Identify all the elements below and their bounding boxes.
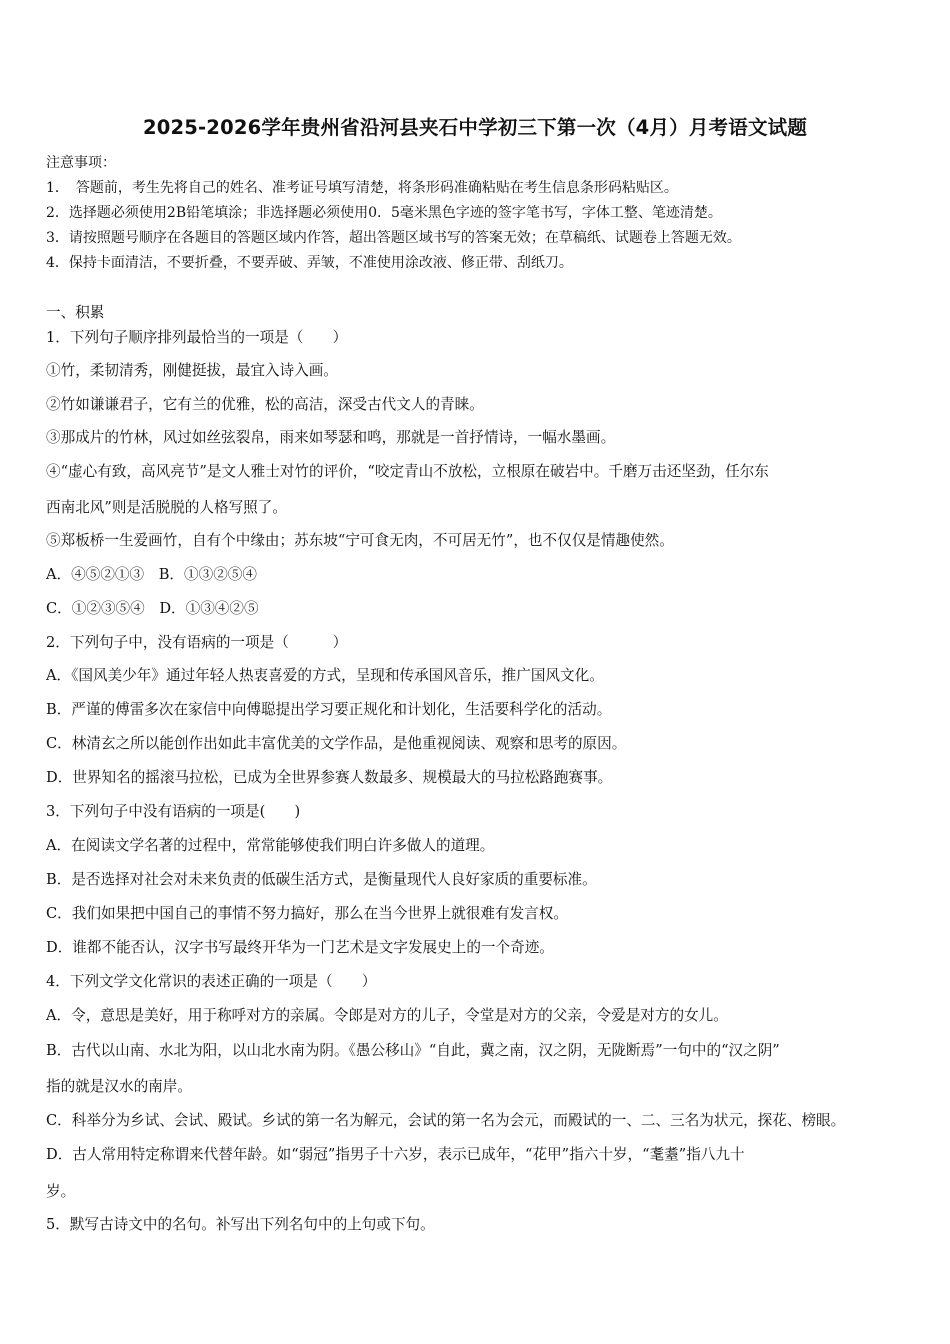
q1-options-cd: C．①②③⑤④ D．①③④②⑤ bbox=[46, 600, 259, 617]
q4-stem: 4．下列文学文化常识的表述正确的一项是（ ） bbox=[46, 973, 377, 990]
q1-stem: 1．下列句子顺序排列最恰当的一项是（ ） bbox=[46, 329, 348, 346]
q1-options-ab: A．④⑤②①③ B．①③②⑤④ bbox=[46, 566, 257, 583]
q4-option-c: C．科举分为乡试、会试、殿试。乡试的第一名为解元，会试的第一名为会元，而殿试的一、二、三名为状元，探花、榜眼。 bbox=[46, 1112, 846, 1129]
q4-option-d-line1: D．古人常用特定称谓来代替年龄。如“弱冠”指男子十六岁，表示已成年，“花甲”指六十岁，“耄耋”指八九十 bbox=[46, 1146, 745, 1163]
q2-stem: 2．下列句子中，没有语病的一项是（ ） bbox=[46, 634, 348, 651]
notice-item-4: 4．保持卡面清洁，不要折叠，不要弄破、弄皱，不准使用涂改液、修正带、刮纸刀。 bbox=[46, 255, 573, 271]
q1-sentence-4b: 西南北风”则是活脱脱的人格写照了。 bbox=[46, 499, 287, 516]
q4-option-a: A．令，意思是美好，用于称呼对方的亲属。令郎是对方的儿子，令堂是对方的父亲，令爱是对方的女儿。 bbox=[46, 1007, 728, 1024]
q2-option-b: B．严谨的傅雷多次在家信中向傅聪提出学习要正规化和计划化，生活要科学化的活动。 bbox=[46, 701, 612, 718]
q3-option-a: A．在阅读文学名著的过程中，常常能够使我们明白许多做人的道理。 bbox=[46, 837, 495, 854]
notice-item-1: 1． 答题前，考生先将自己的姓名、准考证号填写清楚，将条形码准确粘贴在考生信息条形码粘贴区。 bbox=[46, 180, 678, 196]
q1-sentence-1: ①竹，柔韧清秀，刚健挺拔，最宜入诗入画。 bbox=[46, 362, 338, 379]
q2-option-c: C．林清玄之所以能创作出如此丰富优美的文学作品，是他重视阅读、观察和思考的原因。 bbox=[46, 735, 627, 752]
q3-option-b: B．是否选择对社会对未来负责的低碳生活方式，是衡量现代人良好家质的重要标准。 bbox=[46, 871, 597, 888]
notice-heading: 注意事项： bbox=[46, 155, 116, 171]
q3-stem: 3．下列句子中没有语病的一项是( ) bbox=[46, 803, 301, 820]
q4-option-d-line2: 岁。 bbox=[46, 1183, 76, 1200]
q3-option-c: C．我们如果把中国自己的事情不努力搞好，那么在当今世界上就很难有发言权。 bbox=[46, 905, 568, 922]
q3-option-d: D．谁都不能否认，汉字书写最终开华为一门艺术是文字发展史上的一个奇迹。 bbox=[46, 939, 554, 956]
q2-option-a: A．《国风美少年》通过年轻人热衷喜爱的方式，呈现和传承国风音乐，推广国风文化。 bbox=[46, 667, 604, 684]
q1-sentence-5: ⑤郑板桥一生爱画竹，自有个中缘由；苏东坡“宁可食无肉，不可居无竹”，也不仅仅是情趣使然。 bbox=[46, 532, 674, 549]
q1-sentence-2: ②竹如谦谦君子，它有兰的优雅，松的高洁，深受古代文人的青睐。 bbox=[46, 396, 484, 413]
notice-item-3: 3．请按照题号顺序在各题目的答题区域内作答，超出答题区域书写的答案无效；在草稿纸、试题卷上答题无效。 bbox=[46, 230, 741, 246]
q4-option-b-line2: 指的就是汉水的南岸。 bbox=[46, 1078, 192, 1095]
notice-item-2: 2．选择题必须使用2B铅笔填涂；非选择题必须使用0．5毫米黑色字迹的签字笔书写，字体工整、笔迹清楚。 bbox=[46, 205, 722, 221]
q1-sentence-3: ③那成片的竹林，风过如丝弦裂帛，雨来如琴瑟和鸣，那就是一首抒情诗，一幅水墨画。 bbox=[46, 429, 616, 446]
q4-option-b-line1: B．古代以山南、水北为阳，以山北水南为阴。《愚公移山》“自此，冀之南，汉之阴，无陇断焉”一句中的“汉之阴” bbox=[46, 1042, 780, 1059]
q5-stem: 5．默写古诗文中的名句。补写出下列名句中的上句或下句。 bbox=[46, 1216, 435, 1233]
section-heading: 一、积累 bbox=[46, 304, 105, 321]
q1-sentence-4a: ④“虚心有致，高风亮节”是文人雅士对竹的评价，“咬定青山不放松，立根原在破岩中。千磨万击还坚劲，任尔东 bbox=[46, 463, 769, 480]
page-title: 2025-2026学年贵州省沿河县夹石中学初三下第一次（4月）月考语文试题 bbox=[142, 116, 808, 139]
q2-option-d: D．世界知名的摇滚马拉松，已成为全世界参赛人数最多、规模最大的马拉松路跑赛事。 bbox=[46, 769, 613, 786]
